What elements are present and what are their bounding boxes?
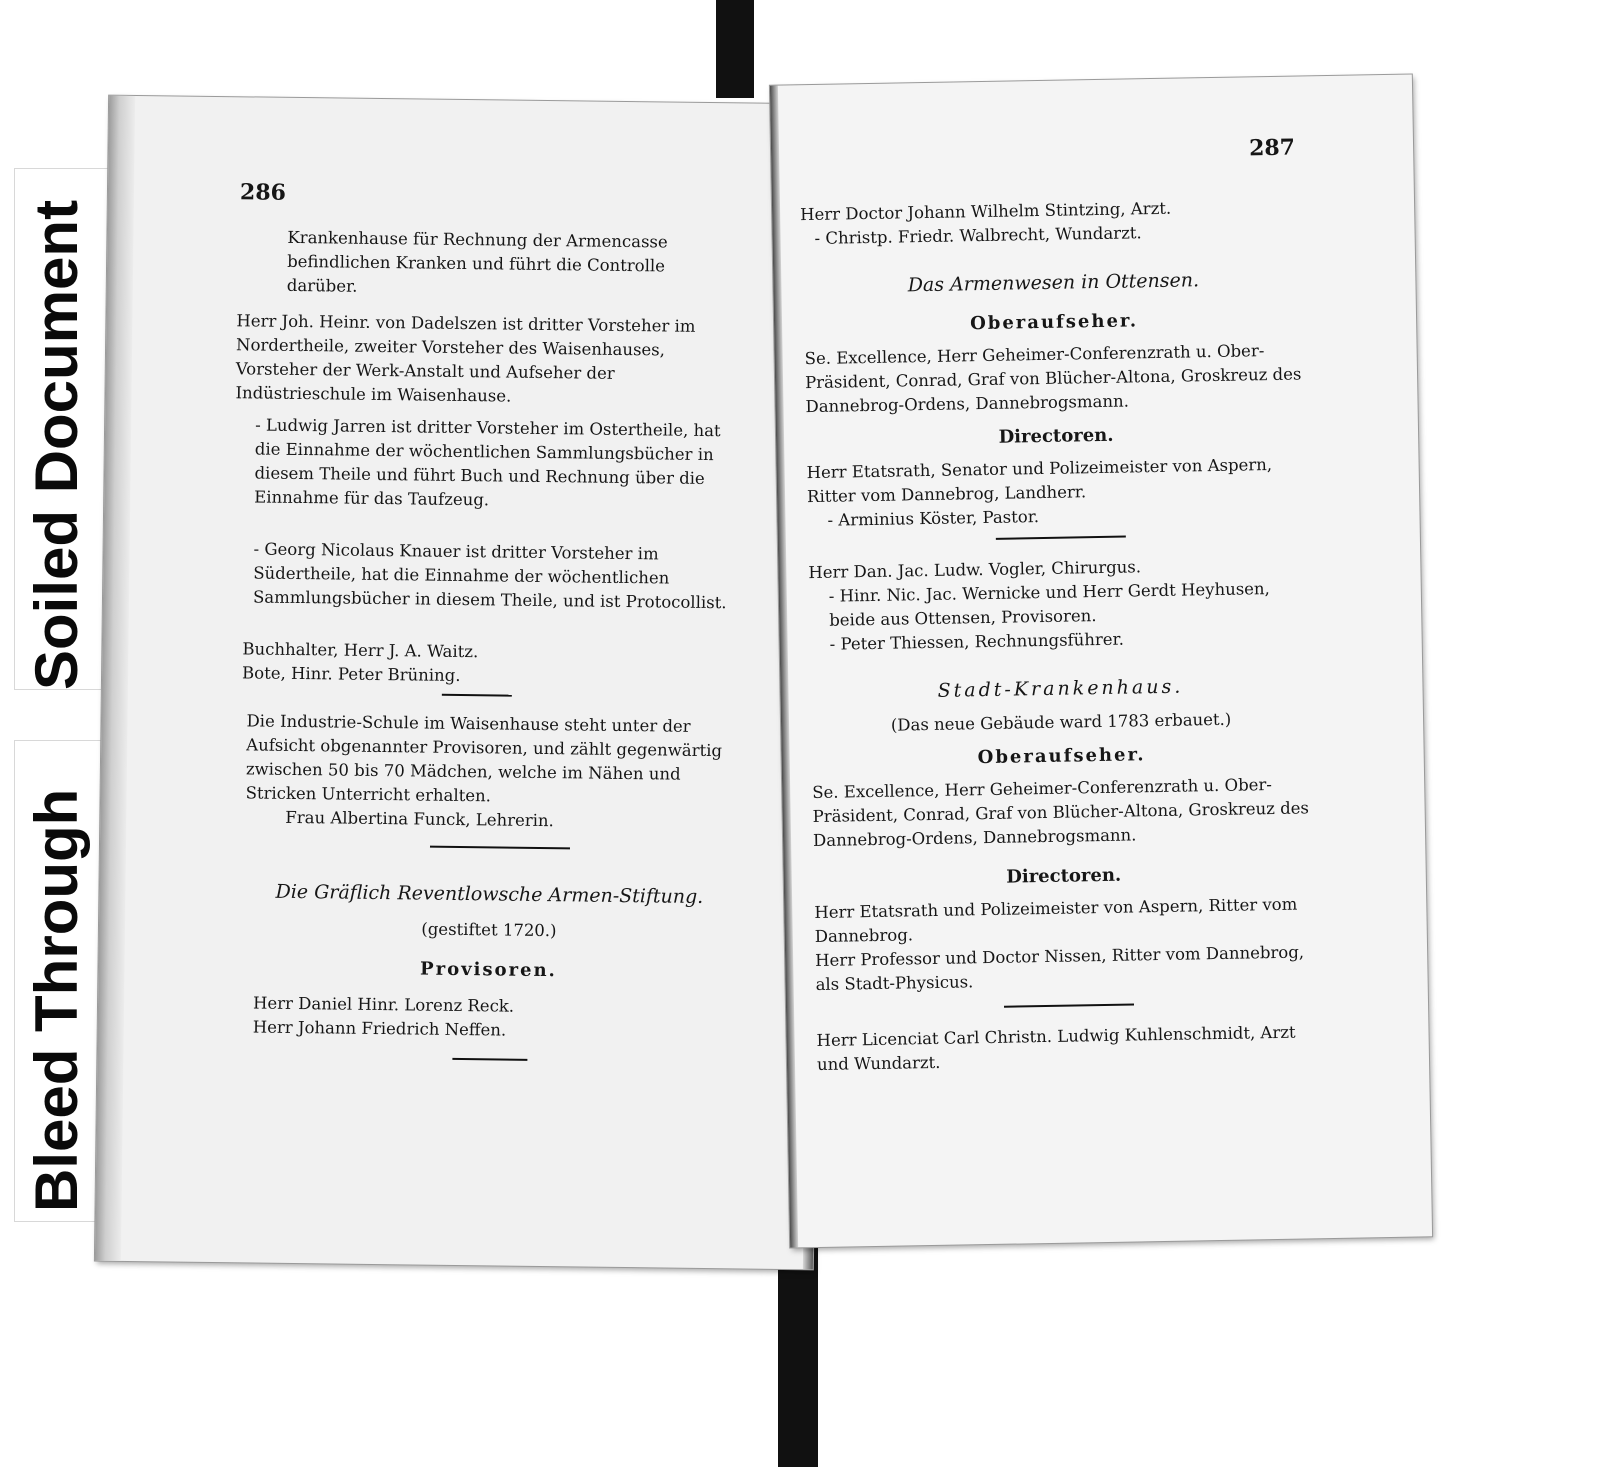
divider (1004, 1003, 1134, 1007)
oberaufseher-heading: Oberaufseher. (969, 310, 1139, 335)
staff-item: Buchhalter, Herr J. A. Waitz. (242, 639, 479, 662)
divider (442, 694, 512, 697)
oberaufseher2-text (812, 772, 1323, 853)
staff-list (808, 552, 1320, 657)
paragraph: Die Industrie-Schule im Waisenhause steht unter der Aufsicht obgenannter Provisoren, und zählt gegenwärtig zwischen 50 bis 70 Mädchen, welche im Nähen und Stricken Unterricht erhalten. (245, 711, 723, 806)
paragraph-jarren (254, 413, 735, 515)
director-item: Herr Professor und Doctor Nissen, Ritter vom Dannebrog, als Stadt-Physicus. (815, 942, 1305, 995)
provisor-item: Herr Johann Friedrich Neffen. (252, 1017, 507, 1040)
foundation-title: Die Gräflich Reventlowsche Armen-Stiftung. (275, 880, 704, 908)
doctors-list (800, 195, 1261, 251)
binding-strip-bottom (778, 1240, 818, 1467)
paragraph: Se. Excellence, Herr Geheimer-Conferenzrath u. Ober-Präsident, Conrad, Graf von Blücher-Altona, Groskreuz des Dannebrog-Ordens, Dannebrogsmann. (812, 775, 1310, 851)
left-page (95, 96, 827, 1270)
paragraph: Herr Joh. Heinr. von Dadelszen ist dritter Vorsteher im Nordertheile, zweiter Vorsteher des Waisenhauses, Vorsteher der Werk-Anstalt und Aufseher der Indüstrieschule im Waisenhause. (235, 311, 696, 406)
section-subtitle: (Das neue Gebäude ward 1783 erbauet.) (890, 709, 1232, 735)
staff-item: Herr Dan. Jac. Ludw. Vogler, Chirurgus. (808, 557, 1142, 583)
right-page (770, 74, 1432, 1247)
director-item: Herr Etatsrath und Polizeimeister von Aspern, Ritter vom Dannebrog. (814, 894, 1298, 947)
divider (452, 1058, 527, 1061)
binding-strip-top (716, 0, 754, 98)
staff-item: Bote, Hinr. Peter Brüning. (241, 663, 461, 685)
paragraph: Herr Licenciat Carl Christn. Ludwig Kuhlenschmidt, Arzt und Wundarzt. (816, 1022, 1296, 1075)
paragraph: - Georg Nicolaus Knauer ist dritter Vorsteher im Südertheile, hat die Einnahme der wöchentlichen Sammlungsbücher in diesem Theile, und ist Protocollist. (252, 539, 727, 613)
section-title-krankenhaus: Stadt-Krankenhaus. (937, 675, 1184, 702)
doctor-item: Herr Doctor Johann Wilhelm Stintzing, Arzt. (799, 198, 1172, 225)
provisor-item: Herr Daniel Hinr. Lorenz Reck. (252, 993, 515, 1016)
industrie-paragraph (245, 709, 731, 835)
paragraph: Krankenhause für Rechnung der Armencasse befindlichen Kranken und führt die Controlle darüber. (286, 227, 668, 296)
staff-list (242, 637, 733, 691)
page-number-right: 287 (1248, 134, 1296, 162)
paragraph-knauer (253, 537, 734, 615)
paragraph: Se. Excellence, Herr Geheimer-Conferenzrath u. Ober-Präsident, Conrad, Graf von Blücher-Altona, Groskreuz des Dannebrog-Ordens, Dannebrogsmann. (804, 341, 1302, 417)
directoren2-list (814, 892, 1326, 997)
teacher-line: Frau Albertina Funck, Lehrerin. (285, 807, 554, 831)
director-item: Herr Etatsrath, Senator und Polizeimeister von Aspern, Ritter vom Dannebrog, Landherr. (806, 454, 1273, 507)
doctor-item: - Christp. Friedr. Walbrecht, Wundarzt. (814, 223, 1142, 248)
provisoren-list (253, 991, 724, 1045)
bleed-through-label: Bleed Through (23, 788, 90, 1212)
directoren-list (806, 452, 1317, 533)
paragraph-continuation (287, 226, 738, 303)
director-item: - Arminius Köster, Pastor. (827, 507, 1040, 530)
directoren-heading: Directoren. (998, 424, 1114, 448)
staff-item: - Hinr. Nic. Jac. Wernicke und Herr Gerdt Heyhusen, beide aus Ottensen, Provisoren. (828, 579, 1270, 630)
oberaufseher2-heading: Oberaufseher. (977, 744, 1146, 769)
oberaufseher-text (804, 338, 1315, 419)
soiled-document-label: Soiled Document (23, 199, 90, 690)
paragraph-dadelszen (235, 309, 736, 411)
provisoren-heading: Provisoren. (419, 958, 557, 982)
paragraph: - Ludwig Jarren ist dritter Vorsteher im Ostertheile, hat die Einnahme der wöchentlichen Sammlungsbücher in diesem Theile und führt Buch und Rechnung über die Einnahme für das Taufzeug. (254, 415, 721, 510)
physician-line (816, 1020, 1327, 1077)
divider (996, 536, 1126, 540)
directoren2-heading: Directoren. (1006, 864, 1122, 888)
divider (430, 846, 570, 850)
page-number-left: 286 (239, 179, 287, 206)
founded-line: (gestiftet 1720.) (421, 919, 557, 941)
section-title-ottensen: Das Armenwesen in Ottensen. (907, 269, 1200, 297)
staff-item: - Peter Thiessen, Rechnungsführer. (829, 629, 1125, 654)
